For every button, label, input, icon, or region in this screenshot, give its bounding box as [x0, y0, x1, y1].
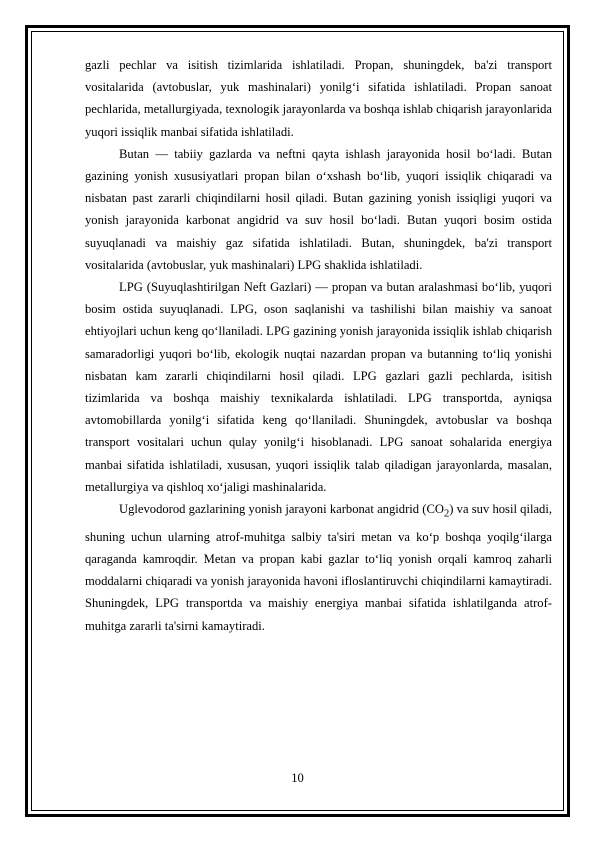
paragraph-lpg: LPG (Suyuqlashtirilgan Neft Gazlari) — propan va butan aralashmasi bo‘lib, yuqori bosim ostida suyuqlanadi. LPG, oson saqlanishi va tashilishi bilan maishiy va sanoat ehtiyojlari uchun keng qo‘llaniladi. LPG gazining yonish jarayonida issiqlik ishlab chiqarish samaradorligi yuqori bo‘lib, ekologik nuqtai nazardan propan va butanning to‘liq yonishi nisbatan kam zararli chiqindilarni hosil qiladi. LPG gazlari gazli pechlarda, isitish tizimlarida va boshqa maishiy texnikalarda ishlatiladi. LPG transportda, ayniqsa avtomobillarda yonilg‘i sifatida keng qo‘llaniladi. Shuningdek, avtobuslar va boshqa transport vositalari uchun qulay yonilg‘i hisoblanadi. LPG sanoat sohalarida energiya manbai sifatida ishlatiladi, xususan, yuqori issiqlik talab qiladigan jarayonlarda, masalan, metallurgiya va qishloq xo‘jaligi mashinalarida.: [85, 280, 552, 494]
paragraph-butan: Butan — tabiiy gazlarda va neftni qayta ishlash jarayonida hosil bo‘ladi. Butan gazining yonish xususiyatlari propan bilan o‘xshash bo‘lib, yuqori issiqlik chiqaradi va nisbatan past zararli chiqindilarni hosil qiladi. Butan gazining yonish issiqligi yuqori va yonish jarayonida karbonat angidrid va suv hosil bo‘ladi. Butan yuqori bosim ostida suyuqlanadi va maishiy gaz sifatida ishlatiladi. Butan, shuningdek, ba'zi transport vositalarida (avtobuslar, yuk mashinalari) LPG shaklida ishlatiladi.: [85, 146, 552, 272]
co2-subscript: 2: [443, 508, 450, 520]
paragraph-uglevodorod: [85, 498, 552, 637]
page-number: 10: [291, 771, 304, 785]
paragraph-uglevodorod-start: Uglevodorod gazlarining yonish jarayoni karbonat angidrid (CO: [119, 502, 444, 517]
paragraph-propan-continued: gazli pechlar va isitish tizimlarida ishlatiladi. Propan, shuningdek, ba'zi transport vositalarida (avtobuslar, yuk mashinalari) yonilg‘i sifatida ishlatiladi. Propan sanoat pechlarida, metallurgiyada, texnologik jarayonlarda va boshqa ishlab chiqarish jarayonlarida yuqori issiqlik manbai sifatida ishlatiladi.: [85, 58, 552, 139]
document-body: [85, 54, 552, 637]
paragraph-uglevodorod-end: ) va suv hosil qiladi, shuning uchun ularning atrof-muhitga salbiy ta'siri metan va ko‘p boshqa yoqilg‘ilarga qaraganda kamroqdir. Metan va propan kabi gazlar to‘liq yonish orqali kamroq zaharli moddalarni chiqaradi va yonish jarayonida havoni ifloslantiruvchi chiqindilarni kamaytiradi. Shuningdek, LPG transportda va maishiy energiya manbai sifatida ishlatilganda atrof-muhitga zararli ta'sirni kamaytiradi.: [85, 502, 552, 633]
